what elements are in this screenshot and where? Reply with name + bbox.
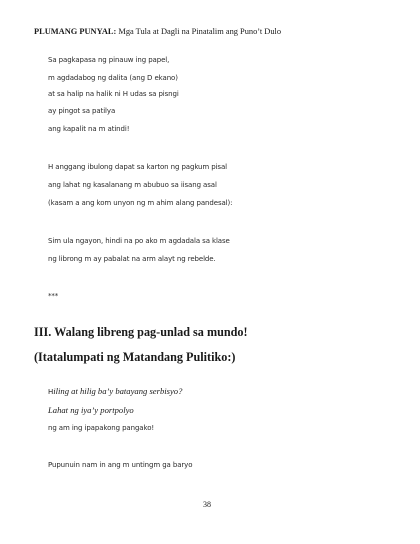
stanza1-line-4: ay pingot sa patilya: [48, 107, 116, 115]
final-line: Pupunuin nam in ang m untingm ga baryo: [48, 461, 193, 469]
stanza4-line-1-text: iling at hilig ba’y batayang serbisyo?: [53, 386, 183, 396]
running-header: [34, 27, 281, 36]
stanza1-line-3: at sa halip na halik ni H udas sa pisngi: [48, 90, 179, 98]
page-number: 38: [203, 500, 211, 509]
stanza2-line-1: H anggang ibulong dapat sa karton ng pagkum pisal: [48, 163, 228, 171]
stanza4-line-1: [48, 386, 182, 396]
section-separator: ***: [48, 292, 59, 300]
stanza4-line-1-initial: H: [48, 388, 54, 396]
stanza1-line-2: m agdadabog ng dalita (ang D ekano): [48, 74, 178, 82]
stanza1-line-5: ang kapalit na m atindi!: [48, 125, 130, 133]
stanza2-line-2: ang lahat ng kasalanang m abubuo sa iisang asal: [48, 181, 217, 189]
stanza4-line-3: ng am ing ipapakong pangako!: [48, 424, 155, 432]
section-subheading: (Itatalumpati ng Matandang Pulitiko:): [34, 350, 236, 364]
stanza3-line-1: Sim ula ngayon, hindi na po ako m agdadala sa klase: [48, 237, 230, 245]
header-subtitle: Mga Tula at Dagli na Pinatalim ang Puno’t Dulo: [116, 27, 282, 36]
stanza3-line-2: ng librong m ay pabalat na arm alayt ng rebelde.: [48, 255, 216, 263]
stanza1-line-1: Sa pagkapasa ng pinauw ing papel,: [48, 56, 170, 64]
stanza4-line-2: Lahat ng iya’y portpolyo: [48, 405, 134, 415]
stanza2-line-3: (kasam a ang kom unyon ng m ahim alang pandesal):: [48, 199, 233, 207]
section-heading: III. Walang libreng pag-unlad sa mundo!: [34, 325, 248, 339]
header-title: PLUMANG PUNYAL:: [34, 27, 117, 36]
